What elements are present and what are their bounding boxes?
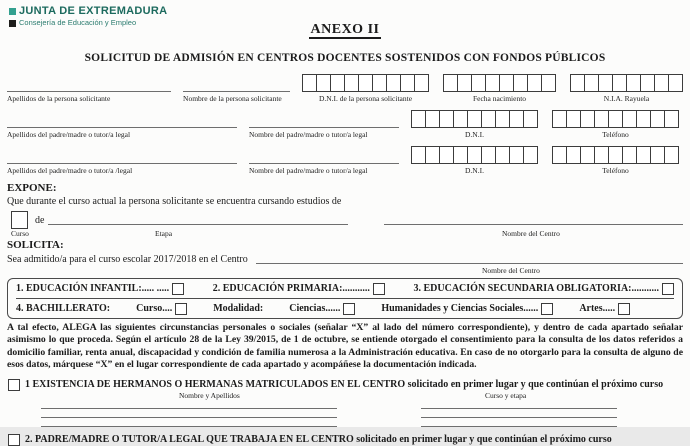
tutor2-phone-label: Teléfono <box>602 166 629 175</box>
section1-name-col-label: Nombre y Apellidos <box>179 390 240 400</box>
expone-heading: EXPONE: <box>7 182 57 194</box>
tutor1-name-line[interactable] <box>249 116 399 128</box>
tutor1-box-groups <box>411 110 683 139</box>
solicita-row <box>7 253 683 266</box>
section1-heading-row <box>7 379 683 391</box>
modalidad-humanidades-checkbox[interactable] <box>541 303 553 315</box>
level-infantil-checkbox[interactable] <box>172 283 184 295</box>
section1-column-labels <box>7 391 683 400</box>
form-header <box>7 4 683 44</box>
level-secundaria <box>414 283 675 295</box>
etapa-line[interactable] <box>48 223 348 225</box>
nia-rayuela-label: N.I.A. Rayuela <box>603 94 650 103</box>
sibling-row-2 <box>7 409 683 418</box>
tutor2-dni-group <box>411 146 538 175</box>
centro-solicitado-line[interactable] <box>256 262 683 264</box>
anexo-heading <box>7 20 683 38</box>
tutor2-surname-label: Apellidos del padre/madre o tutor/a /legal <box>7 166 133 175</box>
tutor2-name-field <box>249 152 399 175</box>
bachillerato-label: 4. BACHILLERATO: <box>16 303 111 314</box>
page-title: SOLICITUD DE ADMISIÓN EN CENTROS DOCENTES SOSTENIDOS CON FONDOS PÚBLICOS <box>84 52 606 64</box>
applicant-box-groups <box>302 74 683 103</box>
tutor1-surname-label: Apellidos del padre/madre o tutor/a legal <box>7 130 131 139</box>
curso-box[interactable] <box>11 211 28 229</box>
tutor1-name-label: Nombre del padre/madre o tutor/a legal <box>249 130 368 139</box>
tutor1-surname-field <box>7 116 237 139</box>
tutor1-dni-boxes[interactable] <box>411 110 538 128</box>
section1-checkbox[interactable] <box>8 379 20 391</box>
sibling1-name-line[interactable] <box>41 400 337 409</box>
modalidad-ciencias <box>289 303 355 315</box>
sibling1-course-line[interactable] <box>421 400 617 409</box>
tutor1-phone-group <box>552 110 679 139</box>
sibling-row-1 <box>7 400 683 409</box>
expone-field-labels <box>7 229 683 239</box>
modalidad-artes-checkbox[interactable] <box>618 303 630 315</box>
nia-rayuela-group <box>570 74 683 103</box>
birthdate-group <box>443 74 556 103</box>
bachillerato-curso-checkbox[interactable] <box>175 303 187 315</box>
logo-department: Consejería de Educación y Empleo <box>19 18 137 27</box>
modalidad-ciencias-checkbox[interactable] <box>343 303 355 315</box>
centro-actual-line[interactable] <box>384 223 683 225</box>
centro-actual-label: Nombre del Centro <box>502 229 560 238</box>
applicant-row <box>7 74 683 103</box>
education-levels-box <box>7 278 683 319</box>
expone-fields-row <box>7 211 683 229</box>
modalidad-humanidades-label: Humanidades y Ciencias Sociales...... <box>381 303 539 314</box>
tutor1-dni-label: D.N.I. <box>465 130 484 139</box>
section2-checkbox[interactable] <box>8 434 20 446</box>
tutor2-row <box>7 146 683 175</box>
nia-rayuela-boxes[interactable] <box>570 74 683 92</box>
anexo-heading-text: ANEXO II <box>310 22 380 37</box>
tutor2-name-line[interactable] <box>249 152 399 164</box>
modalidad-humanidades <box>381 303 553 315</box>
sibling2-name-line[interactable] <box>41 409 337 418</box>
alega-paragraph: A tal efecto, ALEGA las siguientes circunstancias personales o sociales (señalar “X” al lado del número correspondiente), y dentro de cada apartado señalar asimismo lo que proceda. Según el artículo 28 de la Ley 39/2015, de 1 de octubre, se entiende otorgado el consentimiento para la consulta de los datos referidos a domicilio familiar, renta anual, discapacidad y condición de familia numerosa a la Administración educativa. En caso de no otorgarlo para la consulta de alguno de esos datos, márquese “X” en el lugar correspondiente de cada apartado y acompáñese la documentación indicada. <box>7 322 683 371</box>
tutor2-phone-boxes[interactable] <box>552 146 679 164</box>
sibling2-course-line[interactable] <box>421 409 617 418</box>
birthdate-label: Fecha nacimiento <box>472 94 527 103</box>
modalidad-ciencias-label: Ciencias...... <box>289 303 341 314</box>
bachillerato-curso-label: Curso.... <box>136 303 173 314</box>
section2-suffix: solicitado en primer lugar y que continúan el próximo curso <box>353 434 612 446</box>
tutor1-row <box>7 110 683 139</box>
applicant-name-line[interactable] <box>183 80 290 92</box>
level-secundaria-checkbox[interactable] <box>662 283 674 295</box>
applicant-dni-boxes[interactable] <box>302 74 429 92</box>
level-secundaria-label: 3. EDUCACIÓN SECUNDARIA OBLIGATORIA:........... <box>413 283 659 294</box>
section1-title: 1 EXISTENCIA DE HERMANOS O HERMANAS MATRICULADOS EN EL CENTRO <box>25 379 406 391</box>
sibling3-name-line[interactable] <box>41 418 337 427</box>
solicita-text: Sea admitido/a para el curso escolar 2017/2018 en el Centro <box>7 254 248 265</box>
tutor2-name-label: Nombre del padre/madre o tutor/a legal <box>249 166 368 175</box>
level-primaria-checkbox[interactable] <box>373 283 385 295</box>
centro-solicitado-label: Nombre del Centro <box>482 266 540 275</box>
applicant-surname-line[interactable] <box>7 80 171 92</box>
section2-heading <box>25 434 612 445</box>
section1-heading <box>25 379 663 390</box>
de-label: de <box>35 214 45 226</box>
bachillerato-curso <box>136 303 187 315</box>
levels-row-2 <box>16 299 674 318</box>
applicant-surname-field <box>7 80 171 103</box>
modalidad-artes-label: Artes..... <box>579 303 616 314</box>
tutor1-phone-boxes[interactable] <box>552 110 679 128</box>
logo-teal-square-icon <box>9 8 16 15</box>
section1-suffix: solicitado en primer lugar y que continúan el próximo curso <box>405 379 664 391</box>
tutor1-phone-label: Teléfono <box>602 130 629 139</box>
solicita-field-labels <box>7 266 683 276</box>
sibling3-course-line[interactable] <box>421 418 617 427</box>
modalidad-label: Modalidad: <box>213 303 264 314</box>
applicant-name-label: Nombre de la persona solicitante <box>183 94 282 103</box>
tutor1-dni-group <box>411 110 538 139</box>
modalidad-artes <box>579 303 630 315</box>
tutor2-surname-line[interactable] <box>7 152 237 164</box>
solicita-heading: SOLICITA: <box>7 239 64 251</box>
applicant-dni-group <box>302 74 429 103</box>
tutor2-dni-boxes[interactable] <box>411 146 538 164</box>
tutor2-phone-group <box>552 146 679 175</box>
tutor2-dni-label: D.N.I. <box>465 166 484 175</box>
section2-heading-row <box>7 434 683 446</box>
level-infantil <box>16 283 184 295</box>
section1-course-col-label: Curso y etapa <box>485 390 527 400</box>
section2-title: 2. PADRE/MADRE O TUTOR/A LEGAL QUE TRABAJA EN EL CENTRO <box>25 434 354 446</box>
applicant-surname-label: Apellidos de la persona solicitante <box>7 94 111 103</box>
levels-row-1 <box>16 279 674 299</box>
sibling-row-3 <box>7 418 683 427</box>
applicant-name-field <box>183 80 290 103</box>
tutor1-surname-line[interactable] <box>7 116 237 128</box>
level-primaria <box>213 283 385 295</box>
birthdate-boxes[interactable] <box>443 74 556 92</box>
curso-label: Curso <box>11 229 29 238</box>
tutor2-surname-field <box>7 152 237 175</box>
expone-text: Que durante el curso actual la persona solicitante se encuentra cursando estudios de <box>7 196 342 207</box>
level-infantil-label: 1. EDUCACIÓN INFANTIL:..... ..... <box>16 283 170 294</box>
level-primaria-label: 2. EDUCACIÓN PRIMARIA:........... <box>212 283 370 294</box>
tutor2-box-groups <box>411 146 683 175</box>
etapa-label: Etapa <box>155 229 173 238</box>
logo-org-name: JUNTA DE EXTREMADURA <box>19 5 168 17</box>
applicant-dni-label: D.N.I. de la persona solicitante <box>318 94 413 103</box>
tutor1-name-field <box>249 116 399 139</box>
